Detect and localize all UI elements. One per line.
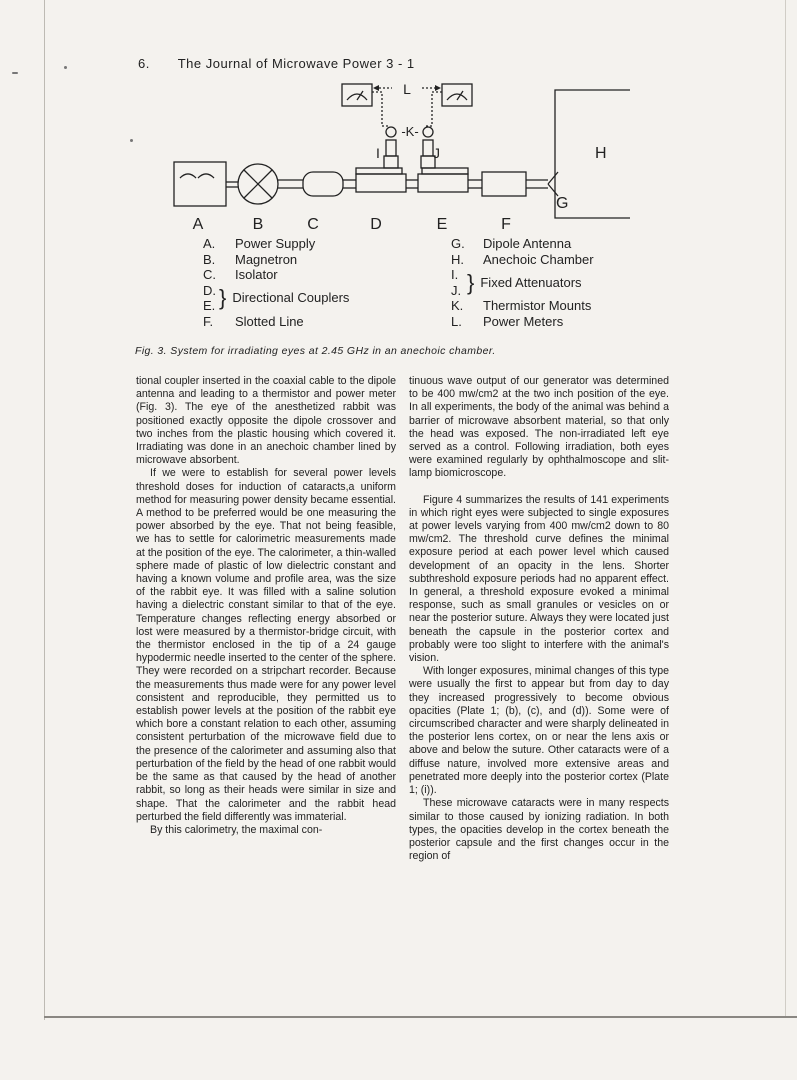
legend-group: D. E. } Directional Couplers (203, 282, 350, 313)
diagram-label-g: G (556, 195, 569, 212)
slotted-line-box (482, 172, 526, 196)
coupler-d-top (356, 168, 402, 174)
legend-item: H. Anechoic Chamber (451, 251, 594, 267)
legend-item: B. Magnetron (203, 251, 298, 267)
brace-symbol: } (467, 269, 475, 295)
diagram-label-i: I (376, 145, 380, 161)
attenuator-i-knob (386, 127, 396, 137)
apparatus-diagram-svg (170, 78, 630, 238)
diagram-label-f: F (501, 216, 511, 233)
diagram-label-e: E (436, 216, 448, 233)
diagram-label-b: B (252, 216, 264, 233)
power-meter-right (442, 84, 472, 106)
figure-caption: Fig. 3. System for irradiating eyes at 2.45 GHz in an anechoic chamber. (135, 345, 496, 357)
paragraph: By this calorimetry, the maximal con- (150, 823, 323, 836)
power-supply-symbol (180, 174, 214, 178)
attenuator-i (386, 140, 396, 156)
attenuator-j (423, 140, 433, 156)
page-edge-bottom (44, 1016, 797, 1018)
paragraph: Figure 4 summarizes the results of 141 experiments in which right eyes were subjected to single exposures at power levels varying from 400 mw/cm2 down to 80 mw/cm2. The threshold curve defines the minimal exposure period at each power level which caused development of an opacity in the lens. Shorter subthreshold exposure periods had no apparent effect. In general, a threshold exposure evoked a minimal response, such as small granules or vesicles on or near the posterior suture. Always they were located just beneath the capsule in the posterior cortex and probably were too slight to interfere with the animal's vision. (409, 493, 669, 665)
diagram-label-k: -K- (401, 124, 419, 139)
page-edge-right (785, 0, 786, 1016)
meter-lead-right (426, 92, 442, 126)
apparatus-diagram (170, 78, 630, 238)
isolator-shape (303, 172, 343, 196)
scan-speck (64, 66, 67, 69)
journal-title: The Journal of Microwave Power 3 - 1 (177, 56, 415, 71)
scan-speck (130, 139, 133, 142)
legend-item: F. Slotted Line (203, 313, 304, 329)
legend-right (451, 236, 594, 329)
legend-item: K. Thermistor Mounts (451, 298, 592, 313)
diagram-label-l: L (403, 81, 411, 97)
coupler-e-body (418, 174, 468, 192)
coupler-e-top (422, 168, 468, 174)
body-column-left (136, 375, 396, 837)
scan-speck (12, 72, 18, 74)
legend-item: G. Dipole Antenna (451, 236, 572, 251)
legend-item: A. Power Supply (203, 236, 316, 251)
legend-group: I. J. } Fixed Attenuators (451, 267, 582, 298)
thermistor-mount-i (384, 156, 398, 168)
power-supply-box (174, 162, 226, 206)
diagram-label-c: C (307, 216, 319, 233)
dipole-antenna (548, 172, 558, 184)
brace-symbol: } (219, 285, 227, 310)
meter-lead-left (372, 92, 388, 126)
page-edge-left (44, 0, 45, 1020)
arrowhead-l-left (373, 85, 379, 91)
diagram-label-d: D (370, 216, 382, 233)
paragraph: With longer exposures, minimal changes of this type were usually the first to appear but from day to day they increased progressively to become obvious opacities (Plate 1; (b), (c), and (d)). Some were of circumscribed character and were sharply delineated in the posterior lens cortex, on or near the lens axis or above and below the suture. Other cataracts were of a diffuse nature, involved more extensive areas and penetrated more deeply into the posterior cortex (Plate 1; (i)). (409, 665, 669, 797)
running-header (138, 56, 415, 71)
legend-left (203, 236, 349, 329)
body-column-right (409, 375, 669, 863)
diagram-label-j: J (433, 145, 440, 161)
paragraph: tinuous wave output of our generator was determined to be 400 mw/cm2 at the two inch position of the eye. In all experiments, the body of the animal was behind a barrier of microwave absorbent material, so that only the head was exposed. The non-irradiated left eye served as a control. Following irradiation, both eyes were examined regularly by ophthalmoscope and slit-lamp biomicroscope. (409, 375, 669, 480)
paragraph: These microwave cataracts were in many respects similar to those caused by ionizing radiation. In both types, the opacities develop in the cortex beneath the posterior capsule and the first changes occur in the region of (409, 797, 669, 863)
attenuator-j-knob (423, 127, 433, 137)
page-number: 6. (138, 56, 150, 71)
diagram-label-a: A (192, 216, 204, 233)
power-meter-left (342, 84, 372, 106)
legend-item: C. Isolator (203, 267, 278, 282)
legend-item: L. Power Meters (451, 313, 564, 329)
paragraph: tional coupler inserted in the coaxial cable to the dipole antenna and leading to a thermistor and power meter (Fig. 3). The eye of the anesthetized rabbit was positioned exactly opposite the dipole crossover and two inches from the plastic housing which covered it. Irradiating was done in an anechoic chamber lined by microwave absorbent. (136, 375, 396, 467)
paragraph: If we were to establish for several power levels threshold doses for induction of cataracts,a uniform method for measuring power density became essential. A method to be preferred would be one measuring the power absorbed by the eye. That not being feasible, we has to settle for calorimetric measurements made at the position of the eye. The calorimeter, a thin-walled sphere made of plastic of low dielectric constant and having a known volume and profile area, was the size of the rabbit eye. It was filled with a saline solution having a dielectric constant similar to that of the eye. Temperature changes reflecting energy absorbed or lost were measured by a thermistor-bridge circuit, with the thermistor enclosed in the tip of a 24 gauge hypodermic needle inserted to the center of the sphere. They were recorded on a stripchart recorder. Because the measurements thus made were for any power level consistent and reproducible, they permitted us to establish power levels at the position of the rabbit eye which bore a constant relation to each other, assuming consistent perturbation of the microwave field due to the presence of the calorimeter and assuming also that perturbation of the field by the head of one rabbit would be the same as that caused by the head of another rabbit, so long as their heads were similar in size and shape. That the calorimeter and the rabbit head perturbed the field differently was immaterial. (136, 467, 396, 823)
arrowhead-l-right (435, 85, 441, 91)
coupler-d-body (356, 174, 406, 192)
diagram-label-h: H (595, 145, 607, 162)
